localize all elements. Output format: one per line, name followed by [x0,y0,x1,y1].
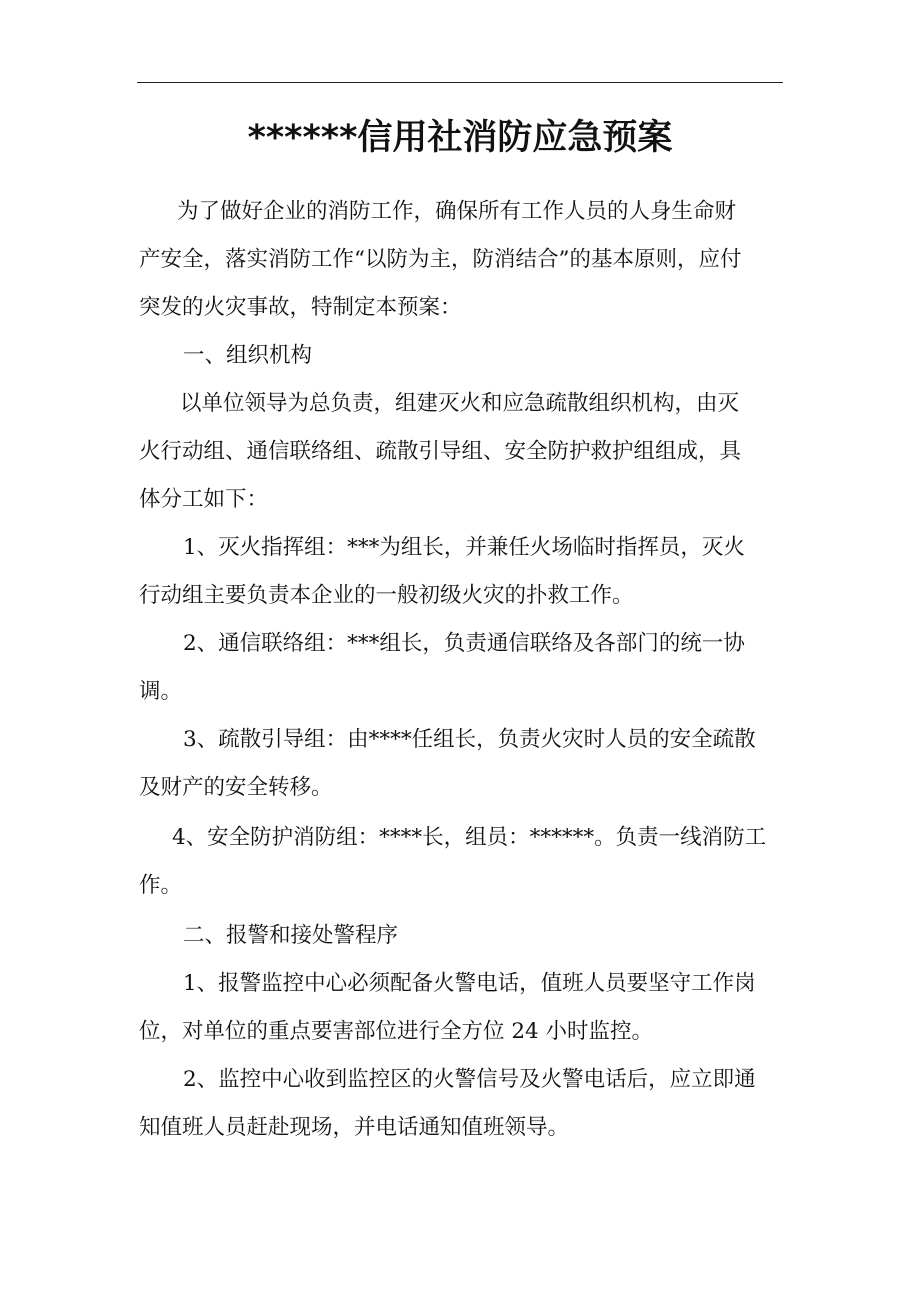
section-heading: 一、组织机构 [183,343,313,368]
body-line: 作。 [139,873,183,898]
body-line: 突发的火灾事故，特制定本预案： [139,295,462,320]
body-line: 产安全，落实消防工作“以防为主，防消结合”的基本原则，应付 [139,247,742,272]
body-line: 3、疏散引导组：由****任组长，负责火灾时人员的安全疏散 [183,727,756,752]
body-line: 位，对单位的重点要害部位进行全方位 24 小时监控。 [139,1019,654,1044]
body-line: 行动组主要负责本企业的一般初级火灾的扑救工作。 [139,583,634,608]
body-line: 1、报警监控中心必须配备火警电话，值班人员要坚守工作岗 [183,971,756,996]
document-title: ******信用社消防应急预案 [247,118,673,158]
body-line: 1、灭火指挥组：***为组长，并兼任火场临时指挥员，灭火 [183,535,745,560]
body-line: 体分工如下： [139,487,269,512]
body-line: 以单位领导为总负责，组建灭火和应急疏散组织机构，由灭 [180,391,740,416]
body-line: 火行动组、通信联络组、疏散引导组、安全防护救护组组成，具 [139,439,742,464]
header-rule [137,82,783,83]
body-line: 2、通信联络组：***组长，负责通信联络及各部门的统一协 [183,631,745,656]
body-line: 2、监控中心收到监控区的火警信号及火警电话后，应立即通 [183,1067,756,1092]
body-line: 4、安全防护消防组：****长，组员：******。负责一线消防工 [172,825,767,850]
body-line: 及财产的安全转移。 [139,775,333,800]
body-line: 调。 [139,679,183,704]
body-line: 知值班人员赶赴现场，并电话通知值班领导。 [139,1115,570,1140]
section-heading: 二、报警和接处警程序 [183,923,399,948]
body-line: 为了做好企业的消防工作，确保所有工作人员的人身生命财 [177,199,737,224]
